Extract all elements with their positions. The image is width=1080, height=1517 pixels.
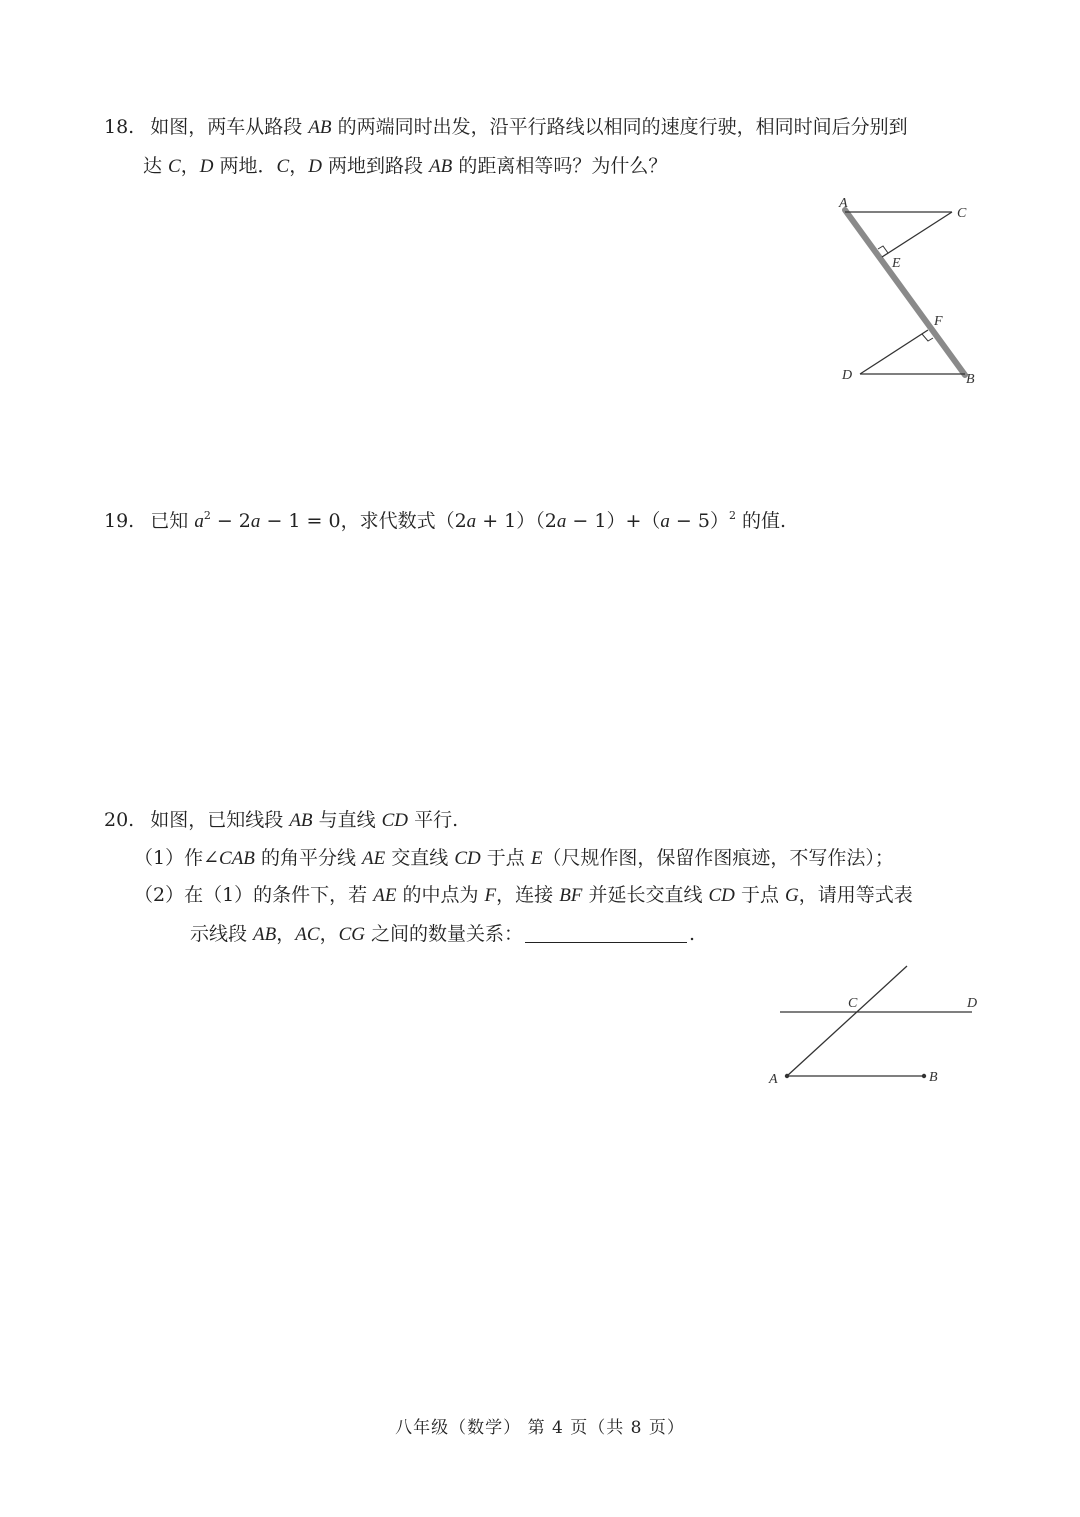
q18-line2: 达 C，D 两地．C，D 两地到路段 AB 的距离相等吗？为什么？ <box>143 155 668 177</box>
q20-number: 20. <box>104 809 135 831</box>
segment-ab <box>845 210 965 375</box>
label-e: E <box>892 256 901 271</box>
page-footer: 八年级（数学） 第 4 页（共 8 页） <box>395 1418 685 1438</box>
point-a <box>785 1074 789 1078</box>
label-d: D <box>967 996 978 1011</box>
label-b: B <box>966 372 975 387</box>
segment-df <box>860 330 928 374</box>
label-a: A <box>769 1072 778 1087</box>
q20-line1: 20. 如图，已知线段 AB 与直线 CD 平行. <box>104 809 459 831</box>
segment-ce <box>882 212 952 257</box>
q20-part2: （2）在（1）的条件下，若 AE 的中点为 F，连接 BF 并延长交直线 CD 于点 G，请用等式表 <box>134 884 913 906</box>
q18-line1: 18. 如图，两车从路段 AB 的两端同时出发，沿平行路线以相同的速度行驶，相同时间后分别到 <box>104 116 908 138</box>
label-b: B <box>929 1070 938 1085</box>
label-a: A <box>839 196 848 211</box>
label-c: C <box>957 206 967 221</box>
q19-number: 19. <box>104 510 135 532</box>
q18-figure <box>830 190 1000 400</box>
q20-part1: （1）作∠CAB 的角平分线 AE 交直线 CD 于点 E（尺规作图，保留作图痕迹，不写作法）； <box>134 847 894 869</box>
q20-figure <box>760 960 990 1090</box>
point-b <box>922 1074 926 1078</box>
right-angle-e-icon <box>878 246 888 253</box>
q20-part2-continued: 示线段 AB，AC，CG 之间的数量关系： . <box>190 923 696 945</box>
right-angle-f-icon <box>922 334 933 341</box>
label-c: C <box>848 996 858 1011</box>
label-f: F <box>934 314 943 329</box>
answer-blank[interactable] <box>525 942 687 943</box>
q19-line: 19. 已知 $a^2 - 2a - 1 = 0$，求代数式$(2a + 1)(2a - 1)+(a - 5)^2$ 的值. <box>104 509 787 532</box>
label-d: D <box>842 368 853 383</box>
q18-number: 18. <box>104 116 135 138</box>
line-ac <box>787 966 907 1076</box>
